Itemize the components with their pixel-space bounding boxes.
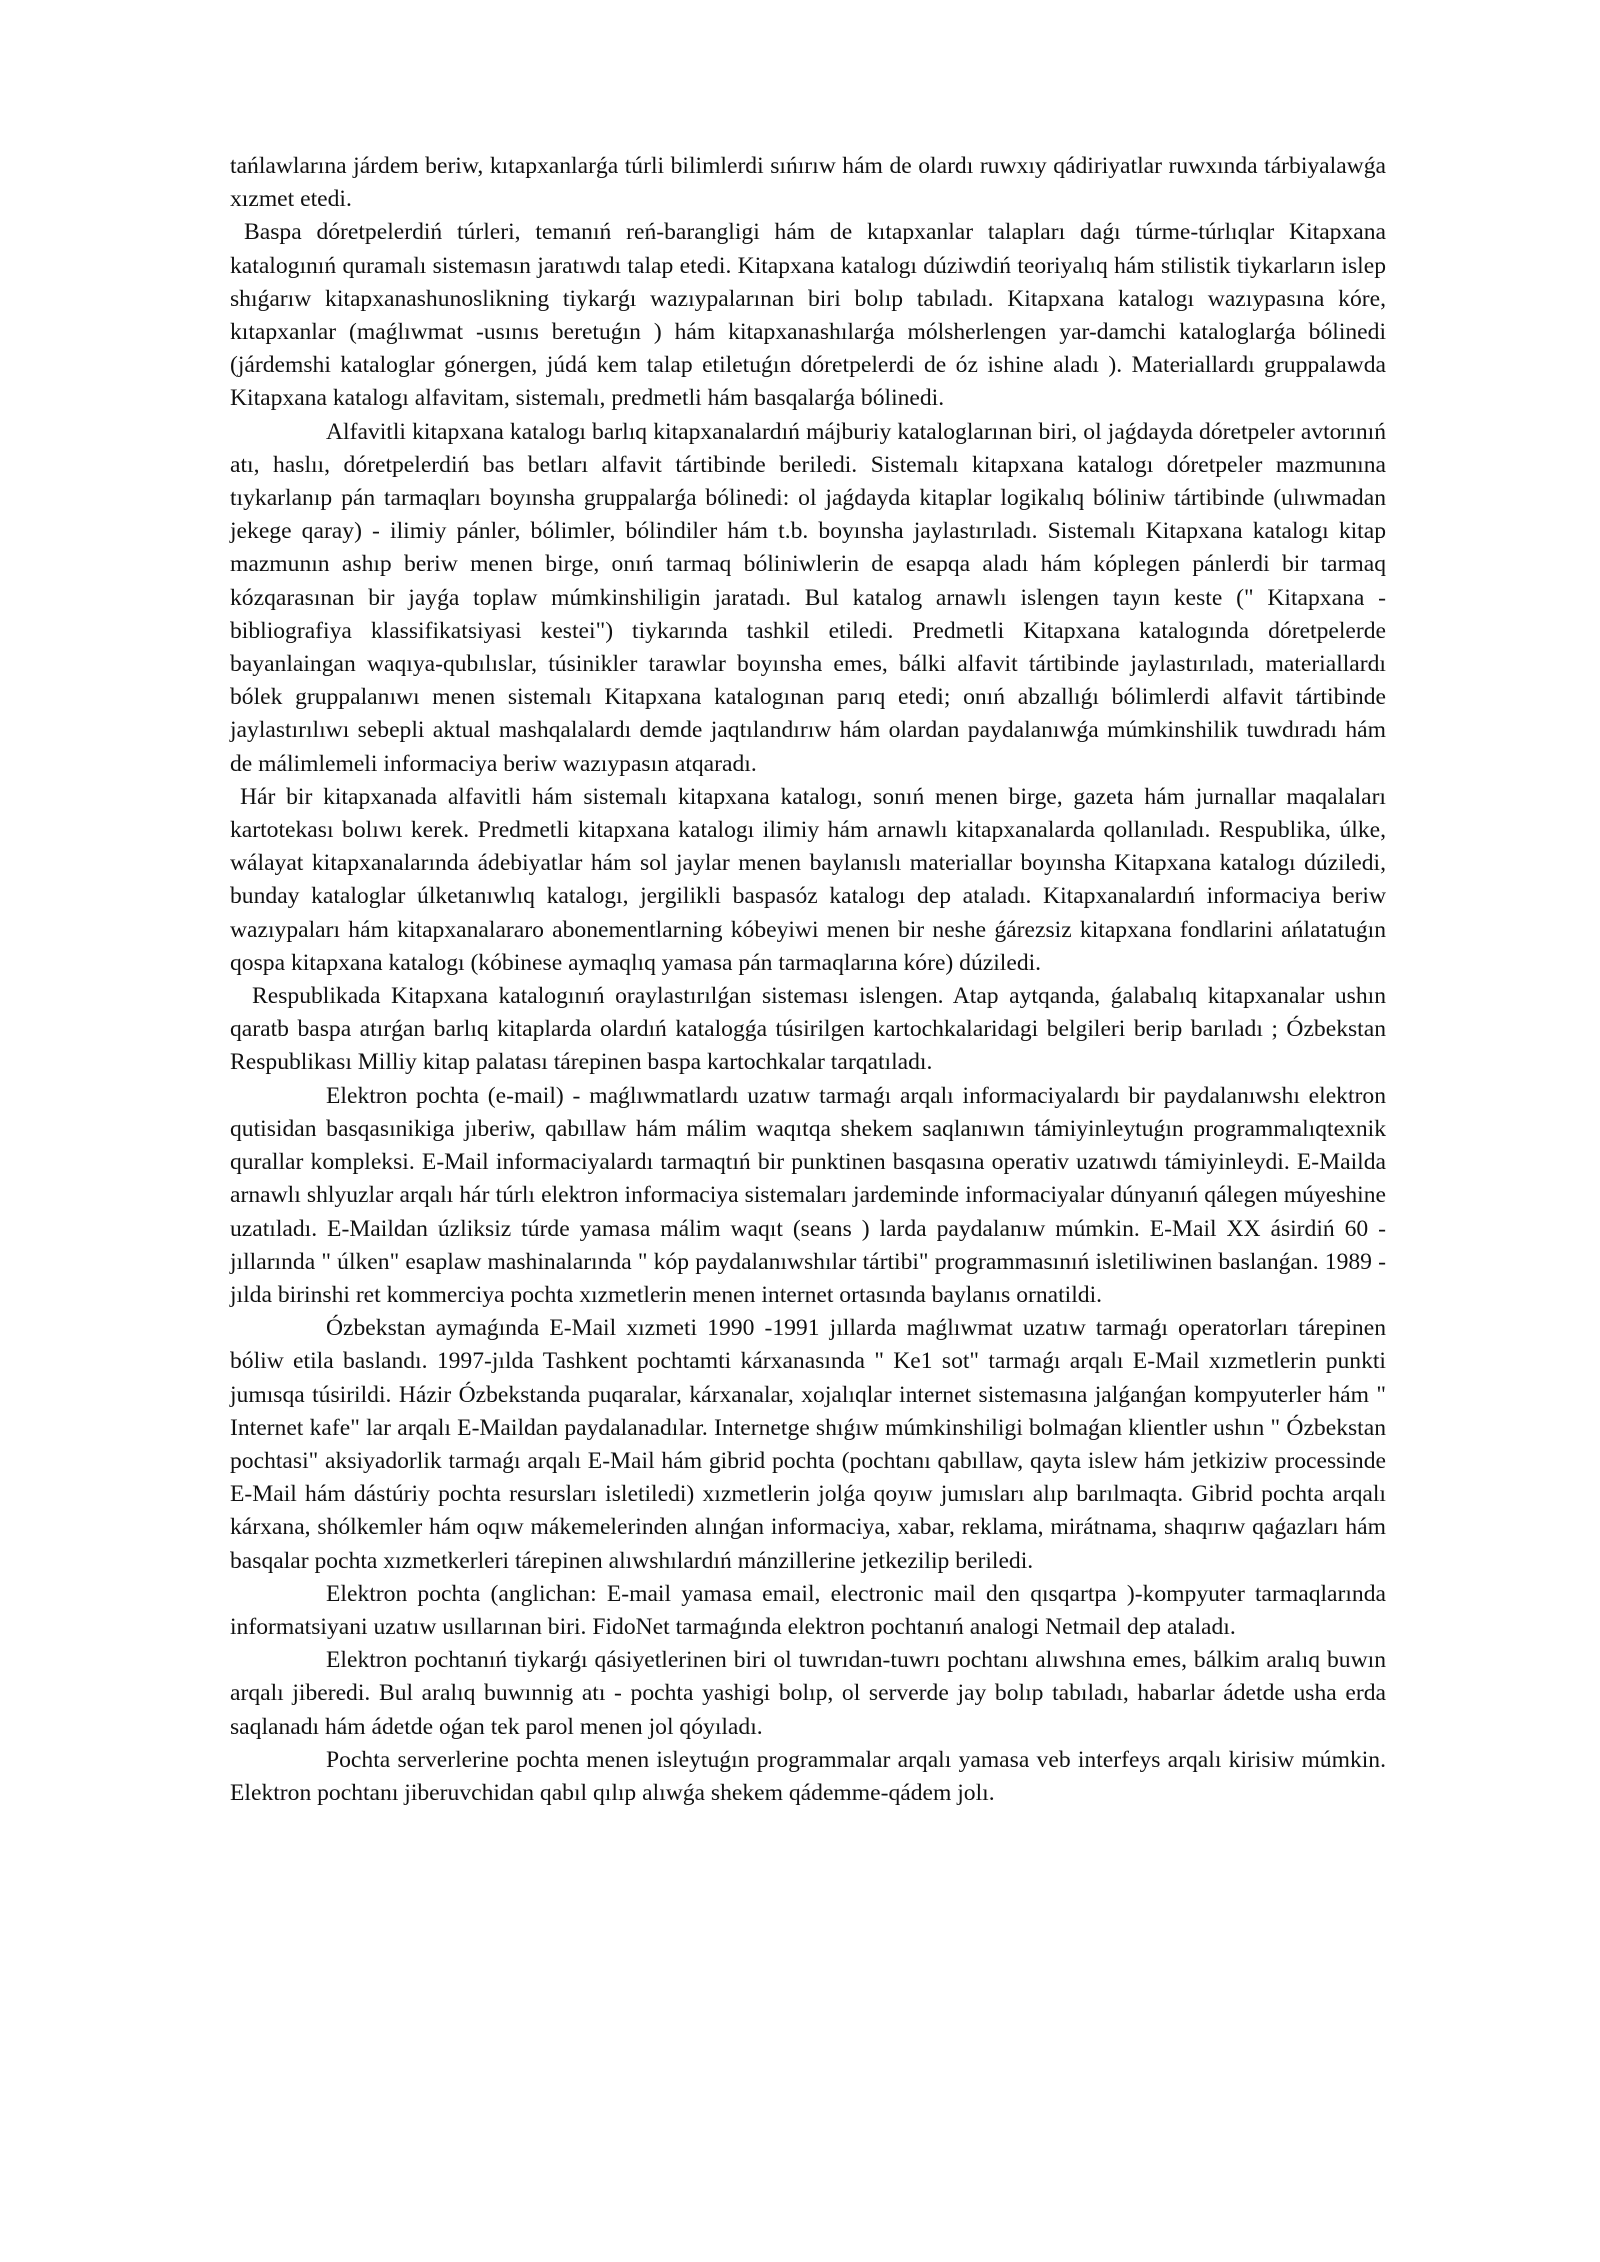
paragraph-10: Pochta serverlerine pochta menen isleytuǵın programmalar arqalı yamasa veb interfeys arqalı kirisiw múmkin. Elektron pochtanı jiberuvchidan qabıl qılıp alıwǵa shekem qádemme-qádem jolı. [230,1746,1386,1806]
paragraph-2: Baspa dóretpelerdiń túrleri, temanıń reń-barangligi hám de kıtapxanlar talapları daǵı túrme-túrlıqlar Kitapxana katalogınıń quramalı sistemasın jaratıwdı talap etedi. Kitapxana katalogı dúziwdiń teoriyalıq hám stilistik tiykarların islep shıǵarıw kitapxanashunoslikning tiykarǵı wazıypalarınan biri bolıp tabıladı. Kitapxana katalogı wazıypasına kóre, kıtapxanlar (maǵlıwmat -usınıs beretuǵın ) hám kitapxanashılarǵa mólsherlengen yar-damchi kataloglarǵa bólinedi (járdemshi kataloglar gónergen, júdá kem talap etiletuǵın dóretpelerdi de óz ishine aladı ). Materiallardı gruppalawda Kitapxana katalogı alfavitam, sistemalı, predmetli hám basqalarǵa bólinedi. [230,219,1386,412]
paragraph-7: Ózbekstan aymaǵında E-Mail xızmeti 1990 -1991 jıllarda maǵlıwmat uzatıw tarmaǵı operatorları tárepinen bóliw etila baslandı. 1997-jılda Tashkent pochtamti kárxanasında " Ke1 sot" tarmaǵı arqalı E-Mail xızmetlerin punkti jumısqa túsirildi. Házir Ózbekstanda puqaralar, kárxanalar, xojalıqlar internet sistemasına jalǵanǵan kompyuterler hám " Internet kafe" lar arqalı E-Maildan paydalanadılar. Internetge shıǵıw múmkinshiligi bolmaǵan klientler ushın " Ózbekstan pochtasi" aksiyadorlik tarmaǵı arqalı E-Mail hám gibrid pochta (pochtanı qabıllaw, qayta islew hám jetkiziw processinde E-Mail hám dástúriy pochta resursları isletiledi) xızmetlerin jolǵa qoyıw jumısları alıp barılmaqta. Gibrid pochta arqalı kárxana, shólkemler hám oqıw mákemelerinden alınǵan informaciya, xabar, reklama, mirátnama, shaqırıw qaǵazları hám basqalar pochta xızmetkerleri tárepinen alıwshılardıń mánzillerine jetkezilip beriledi. [230,1315,1386,1574]
document-page [230,150,1386,1810]
paragraph-4: Hár bir kitapxanada alfavitli hám sistemalı kitapxana katalogı, sonıń menen birge, gazeta hám jurnallar maqalaları kartotekası bolıwı kerek. Predmetli kitapxana katalogı ilimiy hám arnawlı kitapxanalarda qollanıladı. Respublika, úlke, wálayat kitapxanalarında ádebiyatlar hám sol jaylar menen baylanıslı materiallar boyınsha Kitapxana katalogı dúziledi, bunday kataloglar úlketanıwlıq katalogı, jergilikli baspasóz katalogı dep ataladı. Kitapxanalardıń informaciya beriw wazıypaları hám kitapxanalararo abonementlarning kóbeyiwi menen bir neshe ǵárezsiz kitapxana fondlarini ańlatatuǵın qospa kitapxana katalogı (kóbinese aymaqlıq yamasa pán tarmaqlarına kóre) dúziledi. [230,783,1386,976]
paragraph-8: Elektron pochta (anglichan: E-mail yamasa email, electronic mail den qısqartpa )-kompyuter tarmaqlarında informatsiyani uzatıw usıllarınan biri. FidoNet tarmaǵında elektron pochtanıń analogi Netmail dep ataladı. [230,1580,1386,1640]
paragraph-3: Alfavitli kitapxana katalogı barlıq kitapxanalardıń májburiy kataloglarınan biri, ol jaǵdayda dóretpeler avtorınıń atı, haslıı, dóretpelerdiń bas betları alfavit tártibinde beriledi. Sistemalı kitapxana katalogı dóretpeler mazmunına tıykarlanıp pán tarmaqları boyınsha gruppalarǵa bólinedi: ol jaǵdayda kitaplar logikalıq bóliniw tártibinde (ulıwmadan jekege qaray) - ilimiy pánler, bólimler, bólindiler hám t.b. boyınsha jaylastırıladı. Sistemalı Kitapxana katalogı kitap mazmunın ashıp beriw menen birge, onıń tarmaq bóliniwlerin de esapqa aladı hám kóplegen pánlerdi bir tarmaq kózqarasınan bir jayǵa toplaw múmkinshiligin jaratadı. Bul katalog arnawlı islengen tayın keste (" Kitapxana -bibliografiya klassifikatsiyasi kestei") tiykarında tashkil etiledi. Predmetli Kitapxana katalogında dóretpelerde bayanlaingan waqıya-qubılıslar, túsinikler tarawlar boyınsha emes, bálki alfavit tártibinde jaylastırıladı, materiallardı bólek gruppalanıwı menen sistemalı Kitapxana katalogınan parıq etedi; onıń abzallıǵı bólimlerdi alfavit tártibinde jaylastırılıwı sebepli aktual mashqalalardı demde jaqtılandırıw hám olardan paydalanıwǵa múmkinshilik tuwdıradı hám de málimlemeli informaciya beriw wazıypasın atqaradı. [230,418,1386,777]
paragraph-6: Elektron pochta (e-mail) - maǵlıwmatlardı uzatıw tarmaǵı arqalı informaciyalardı bir paydalanıwshı elektron qutisidan basqasınikiga jıberiw, qabıllaw hám málim waqıtqa shekem saqlanıwın támiyinleytuǵın programmalıqtexnik qurallar kompleksi. E-Mail informaciyalardı tarmaqtıń bir punktinen basqasına operativ uzatıwdı támiyinleydi. E-Mailda arnawlı shlyuzlar arqalı hár túrlı elektron informaciya sistemaları jardeminde informaciyalar dúnyanıń qálegen múyeshine uzatıladı. E-Maildan úzliksiz túrde yamasa málim waqıt (seans ) larda paydalanıw múmkin. E-Mail XX ásirdiń 60 -jıllarında " úlken" esaplaw mashinalarında " kóp paydalanıwshılar tártibi" programmasınıń isletiliwinen baslanǵan. 1989 -jılda birinshi ret kommerciya pochta xızmetlerin menen internet ortasında baylanıs ornatildi. [230,1082,1386,1308]
paragraph-9: Elektron pochtanıń tiykarǵı qásiyetlerinen biri ol tuwrıdan-tuwrı pochtanı alıwshına emes, bálkim aralıq buwın arqalı jiberedi. Bul aralıq buwınnig atı - pochta yashigi bolıp, ol serverde jay bolıp tabıladı, habarlar ádetde usha erda saqlanadı hám ádetde oǵan tek parol menen jol qóyıladı. [230,1647,1386,1740]
paragraph-1: tańlawlarına járdem beriw, kıtapxanlarǵa túrli bilimlerdi sıńırıw hám de olardı ruwxıy qádiriyatlar ruwxında tárbiyalawǵa xızmet etedi. [230,153,1386,213]
paragraph-5: Respublikada Kitapxana katalogınıń oraylastırılǵan sisteması islengen. Atap aytqanda, ǵalabalıq kitapxanalar ushın qaratb baspa atırǵan barlıq kitaplarda olardıń katalogǵa túsirilgen kartochkalaridagi belgileri berip barıladı ; Ózbekstan Respublikası Milliy kitap palatası tárepinen baspa kartochkalar tarqatıladı. [230,983,1386,1076]
